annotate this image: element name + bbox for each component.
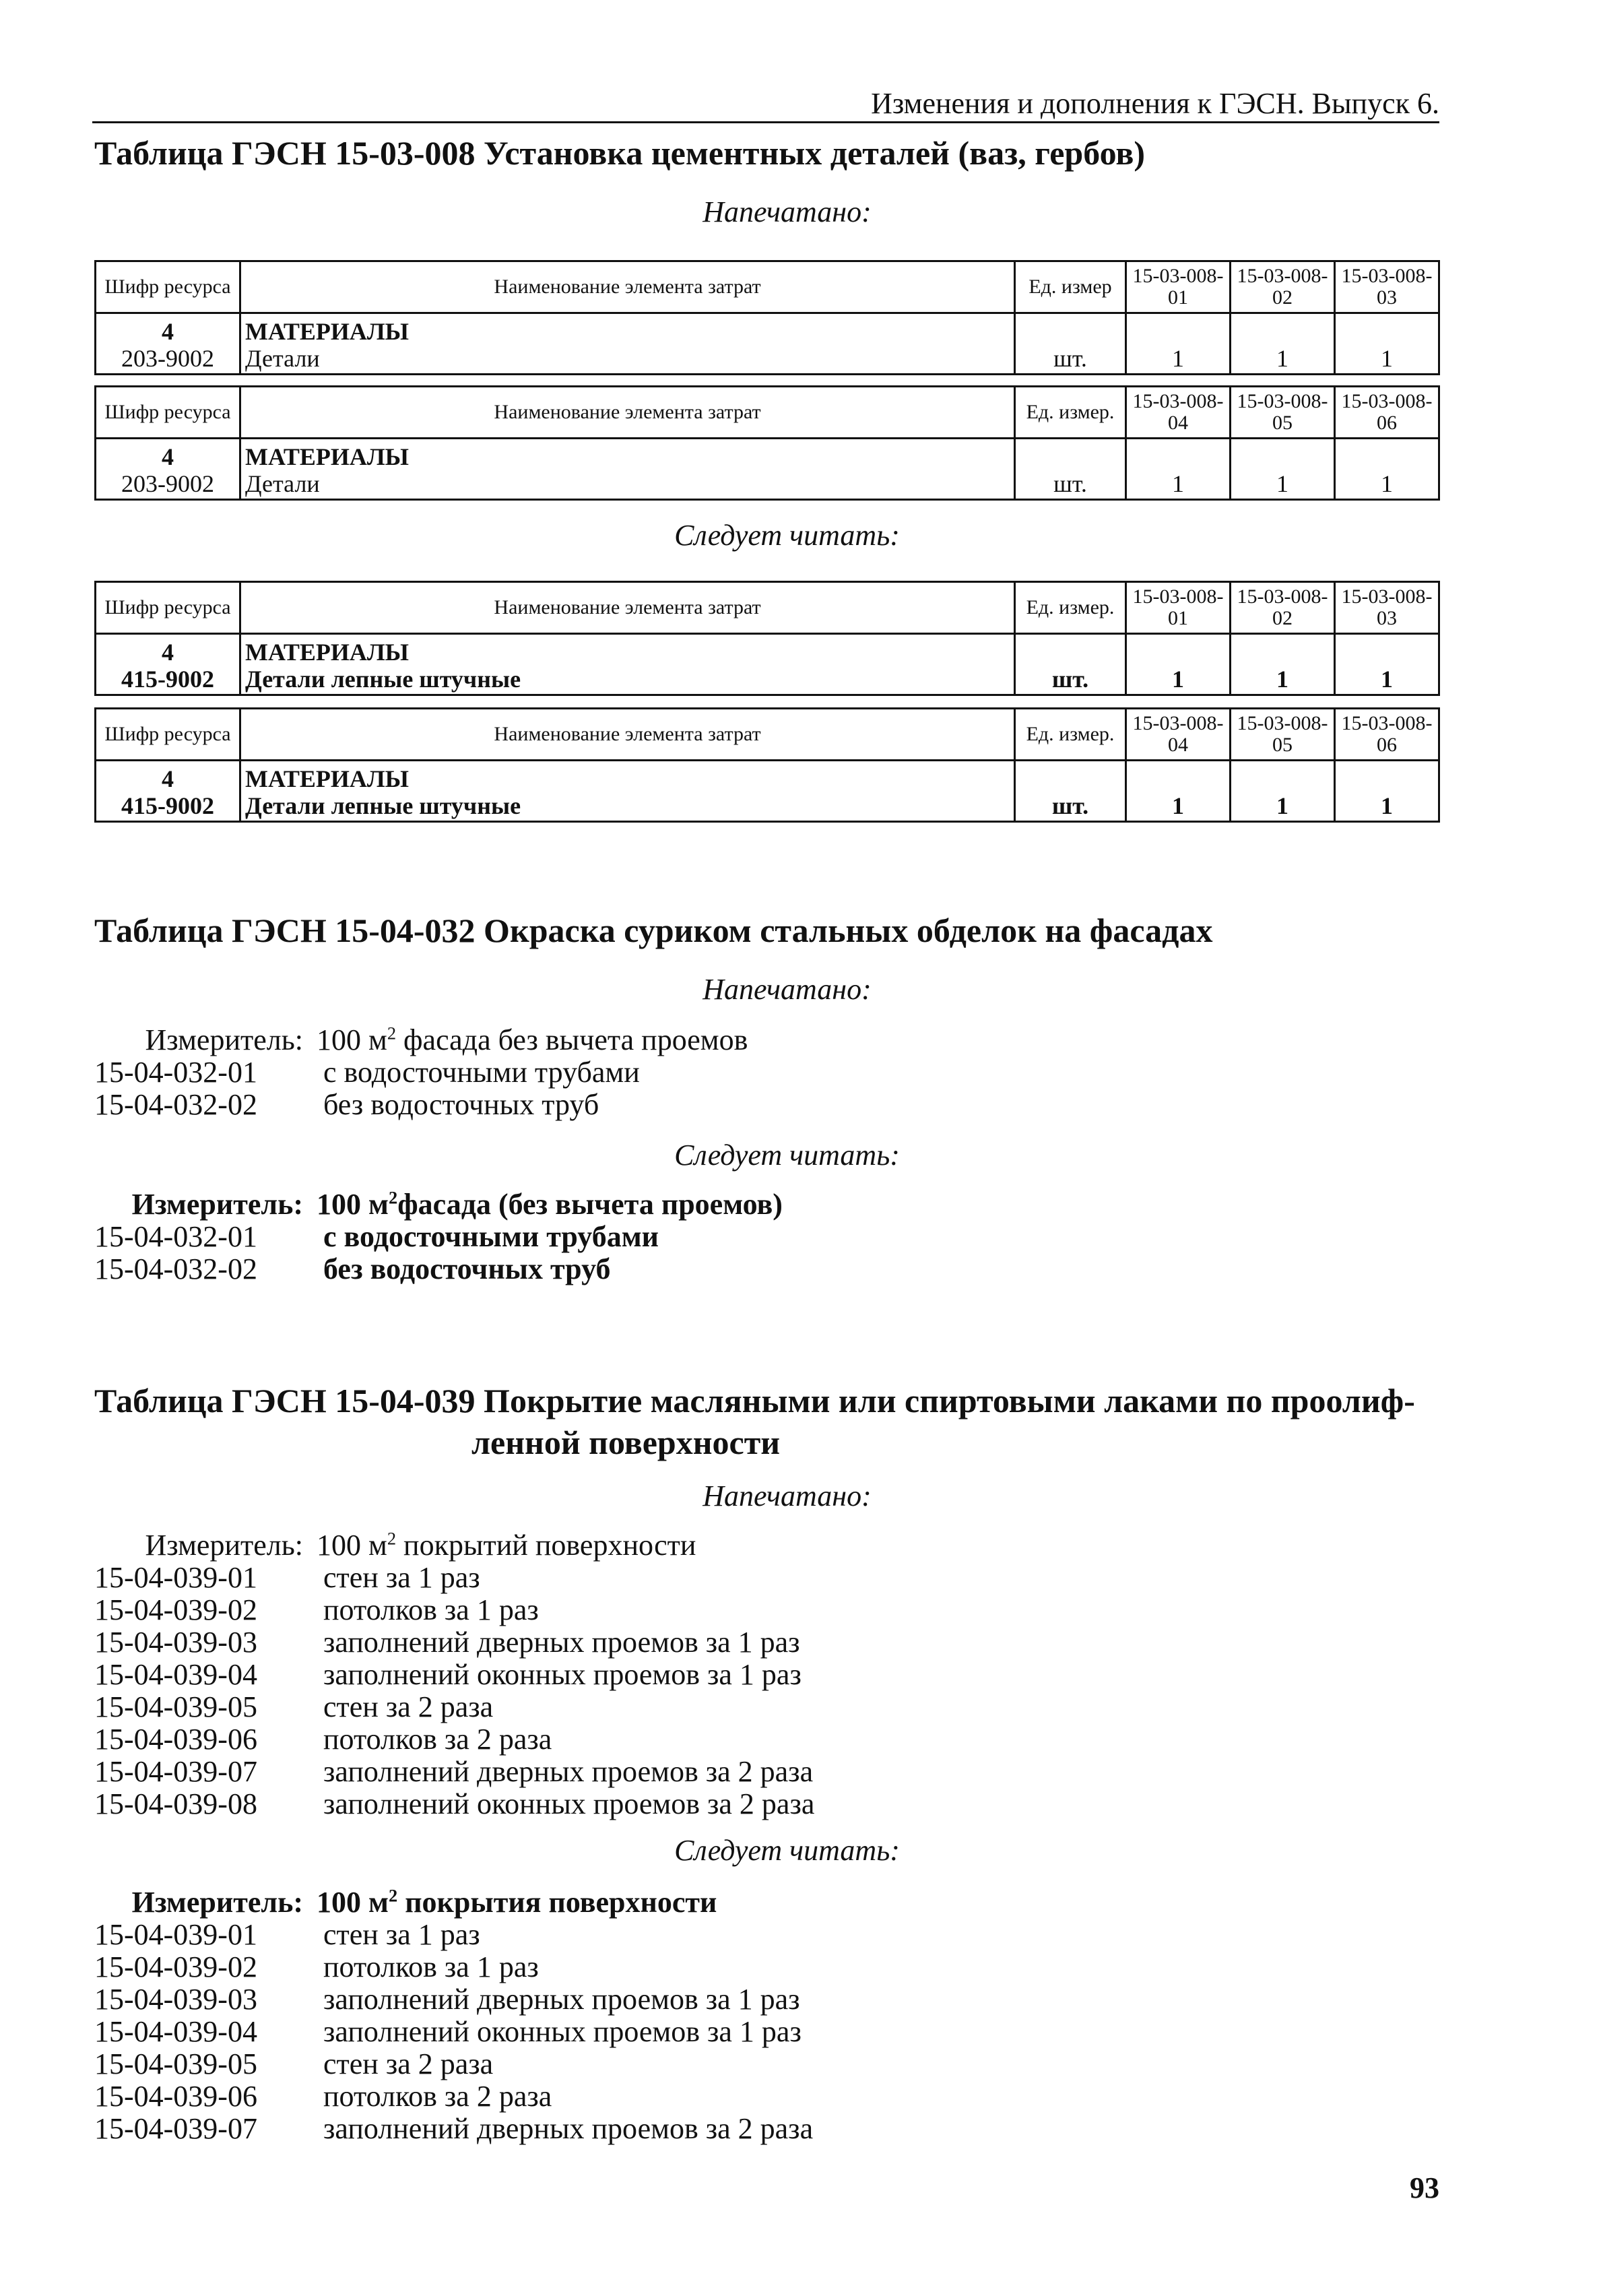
list-item: [94, 1788, 814, 1820]
resource-code-cell: 4 203-9002: [96, 439, 240, 500]
meter-value: 100 $м^2$ покрытий поверхности: [317, 1528, 696, 1562]
page-number: 93: [1410, 2171, 1439, 2204]
resource-code-cell: 4 415-9002: [96, 634, 240, 695]
meter-value: 100 $м^2$ покрытия поверхности: [317, 1885, 717, 1919]
norm-code: 15-04-039-01: [94, 1918, 257, 1951]
header-name: Наименование элемента затрат: [240, 582, 1015, 634]
norm-code: 15-04-039-04: [94, 1658, 257, 1691]
list-item: [94, 1626, 814, 1659]
meter-line: [94, 1886, 813, 1919]
list-item: [94, 1056, 748, 1089]
norm-desc: потолков за 2 раза: [323, 1723, 552, 1756]
header-name: Наименование элемента затрат: [240, 261, 1015, 313]
label-read-as: Следует читать:: [674, 1139, 900, 1172]
table-header-row: [96, 709, 1439, 761]
header-norm-code: 15-03-008-03: [1335, 582, 1439, 634]
norm-desc: заполнений дверных проемов за 2 раза: [323, 1755, 814, 1788]
header-unit: Ед. измер.: [1015, 709, 1126, 761]
value-cell: 1: [1335, 313, 1439, 375]
value-cell: 1: [1231, 313, 1335, 375]
list-item: [94, 1594, 814, 1626]
norm-desc: заполнений оконных проемов за 1 раз: [323, 2015, 802, 2048]
norm-code: 15-04-039-06: [94, 2080, 257, 2113]
list-item: [94, 1659, 814, 1691]
label-read-as: Следует читать:: [674, 1834, 900, 1867]
list-item: [94, 1221, 783, 1253]
list-item: [94, 1756, 814, 1788]
list-item: [94, 1983, 813, 2016]
value-cell: 1: [1126, 313, 1231, 375]
list-item: [94, 2016, 813, 2048]
norm-code: 15-04-039-03: [94, 1626, 257, 1659]
header-norm-code: 15-03-008-01: [1126, 261, 1231, 313]
header-name: Наименование элемента затрат: [240, 387, 1015, 439]
value-cell: 1: [1231, 634, 1335, 695]
norm-code: 15-04-032-01: [94, 1056, 257, 1089]
norm-code: 15-04-032-02: [94, 1252, 257, 1285]
meter-label: Измеритель:: [145, 1529, 303, 1562]
header-unit: Ед. измер.: [1015, 387, 1126, 439]
unit-cell: шт.: [1015, 313, 1126, 375]
header-code: Шифр ресурса: [96, 709, 240, 761]
header-unit: Ед. измер: [1015, 261, 1126, 313]
resource-code-cell: 4 203-9002: [96, 313, 240, 375]
meter-label: Измеритель:: [131, 1886, 303, 1919]
table-header-row: [96, 387, 1439, 439]
header-unit: Ед. измер.: [1015, 582, 1126, 634]
header-norm-code: 15-03-008-04: [1126, 387, 1231, 439]
meter-list: [94, 1188, 783, 1285]
norm-desc: без водосточных труб: [323, 1252, 611, 1285]
header-norm-code: 15-03-008-02: [1231, 582, 1335, 634]
running-header: Изменения и дополнения к ГЭСН. Выпуск 6.: [871, 87, 1439, 120]
meter-label: Измеритель:: [145, 1023, 303, 1056]
header-norm-code: 15-03-008-01: [1126, 582, 1231, 634]
meter-line: [94, 1529, 814, 1562]
norm-desc: стен за 2 раза: [323, 1690, 494, 1723]
header-norm-code: 15-03-008-02: [1231, 261, 1335, 313]
norm-code: 15-04-039-06: [94, 1723, 257, 1756]
norm-desc: стен за 1 раз: [323, 1918, 480, 1951]
header-code: Шифр ресурса: [96, 261, 240, 313]
norm-desc: стен за 1 раз: [323, 1561, 480, 1594]
unit-cell: шт.: [1015, 634, 1126, 695]
value-cell: 1: [1335, 439, 1439, 500]
resource-code-cell: 4 415-9002: [96, 761, 240, 822]
value-cell: 1: [1126, 761, 1231, 822]
header-norm-code: 15-03-008-05: [1231, 709, 1335, 761]
meter-list: [94, 1529, 814, 1820]
list-item: [94, 1253, 783, 1285]
norm-code: 15-04-039-02: [94, 1950, 257, 1983]
norm-desc: с водосточными трубами: [323, 1220, 659, 1253]
label-printed: Напечатано:: [703, 195, 872, 228]
resource-table: [94, 260, 1440, 375]
norm-desc: без водосточных труб: [323, 1088, 599, 1121]
norm-code: 15-04-039-03: [94, 1983, 257, 2016]
norm-code: 15-04-032-01: [94, 1220, 257, 1253]
list-item: [94, 1919, 813, 1951]
section-title-15-03-008: Таблица ГЭСН 15-03-008 Установка цементных деталей (ваз, гербов): [94, 134, 1145, 172]
norm-code: 15-04-039-04: [94, 2015, 257, 2048]
label-printed: Напечатано:: [703, 973, 872, 1006]
resource-table: [94, 707, 1440, 823]
table-row: [96, 313, 1439, 375]
resource-table: [94, 581, 1440, 696]
table-row: [96, 439, 1439, 500]
value-cell: 1: [1335, 761, 1439, 822]
norm-code: 15-04-039-07: [94, 1755, 257, 1788]
value-cell: 1: [1126, 439, 1231, 500]
header-norm-code: 15-03-008-06: [1335, 387, 1439, 439]
norm-code: 15-04-039-07: [94, 2112, 257, 2145]
norm-code: 15-04-039-02: [94, 1593, 257, 1626]
label-read-as: Следует читать:: [674, 519, 900, 552]
list-item: [94, 1562, 814, 1594]
resource-name-cell: МАТЕРИАЛЫ Детали: [240, 439, 1015, 500]
norm-desc: потолков за 1 раз: [323, 1593, 539, 1626]
value-cell: 1: [1335, 634, 1439, 695]
unit-cell: шт.: [1015, 439, 1126, 500]
value-cell: 1: [1231, 761, 1335, 822]
table-header-row: [96, 261, 1439, 313]
norm-desc: заполнений дверных проемов за 1 раз: [323, 1983, 800, 2016]
resource-name-cell: МАТЕРИАЛЫ Детали лепные штучные: [240, 761, 1015, 822]
meter-list: [94, 1024, 748, 1121]
meter-value: 100 $м^2$ фасада без вычета проемов: [317, 1023, 748, 1056]
header-code: Шифр ресурса: [96, 387, 240, 439]
label-printed: Напечатано:: [703, 1479, 872, 1512]
section-title-15-04-039: Таблица ГЭСН 15-04-039 Покрытие масляными или спиртовыми лаками по проолиф- ленной поверхности: [94, 1382, 1415, 1461]
meter-line: [94, 1024, 748, 1056]
meter-label: Измеритель:: [131, 1188, 303, 1221]
norm-code: 15-04-039-01: [94, 1561, 257, 1594]
norm-desc: с водосточными трубами: [323, 1056, 640, 1089]
table-header-row: [96, 582, 1439, 634]
table-row: [96, 761, 1439, 822]
list-item: [94, 1951, 813, 1983]
norm-code: 15-04-032-02: [94, 1088, 257, 1121]
norm-desc: заполнений оконных проемов за 1 раз: [323, 1658, 802, 1691]
list-item: [94, 1691, 814, 1723]
norm-desc: стен за 2 раза: [323, 2047, 494, 2080]
header-rule: [92, 121, 1439, 123]
norm-desc: потолков за 2 раза: [323, 2080, 552, 2113]
meter-list: [94, 1886, 813, 2145]
meter-line: [94, 1188, 783, 1221]
header-norm-code: 15-03-008-04: [1126, 709, 1231, 761]
header-name: Наименование элемента затрат: [240, 709, 1015, 761]
norm-desc: потолков за 1 раз: [323, 1950, 539, 1983]
header-norm-code: 15-03-008-03: [1335, 261, 1439, 313]
value-cell: 1: [1126, 634, 1231, 695]
table-row: [96, 634, 1439, 695]
norm-desc: заполнений дверных проемов за 2 раза: [323, 2112, 814, 2145]
header-norm-code: 15-03-008-06: [1335, 709, 1439, 761]
list-item: [94, 1723, 814, 1756]
list-item: [94, 2048, 813, 2080]
list-item: [94, 1089, 748, 1121]
meter-value: 100 $м^2фасада$ (без вычета проемов): [317, 1187, 783, 1221]
unit-cell: шт.: [1015, 761, 1126, 822]
norm-desc: заполнений дверных проемов за 1 раз: [323, 1626, 800, 1659]
header-code: Шифр ресурса: [96, 582, 240, 634]
resource-name-cell: МАТЕРИАЛЫ Детали лепные штучные: [240, 634, 1015, 695]
norm-desc: заполнений оконных проемов за 2 раза: [323, 1787, 815, 1820]
norm-code: 15-04-039-05: [94, 1690, 257, 1723]
section-title-15-04-032: Таблица ГЭСН 15-04-032 Окраска суриком стальных обделок на фасадах: [94, 912, 1213, 949]
list-item: [94, 2113, 813, 2145]
norm-code: 15-04-039-05: [94, 2047, 257, 2080]
norm-code: 15-04-039-08: [94, 1787, 257, 1820]
resource-table: [94, 385, 1440, 501]
list-item: [94, 2080, 813, 2113]
header-norm-code: 15-03-008-05: [1231, 387, 1335, 439]
value-cell: 1: [1231, 439, 1335, 500]
resource-name-cell: МАТЕРИАЛЫ Детали: [240, 313, 1015, 375]
